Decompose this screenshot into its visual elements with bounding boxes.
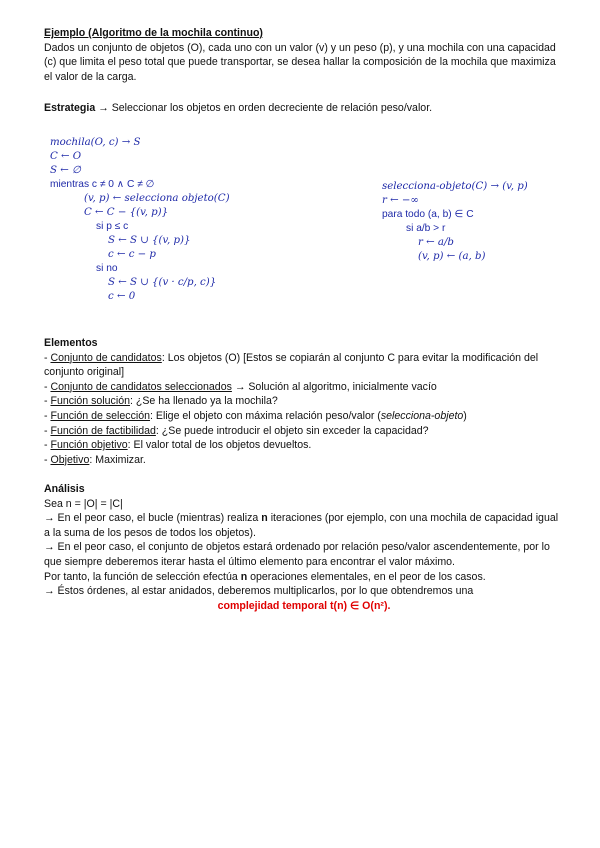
analysis-heading: Análisis	[44, 483, 85, 495]
element-item: - Función de factibilidad: ¿Se puede introducir el objeto sin exceder la capacidad?	[44, 424, 429, 437]
algo-line: S ← S ∪ {(v, p)}	[108, 235, 191, 246]
analysis-line: → En el peor caso, el conjunto de objetos estará ordenado por relación peso/valor ascendentemente, por lo que siempre deberemos iterar hasta el último elemento para encontrar el valor máximo.	[44, 541, 550, 568]
elements-heading: Elementos	[44, 337, 98, 349]
element-item: - Función de selección: Elige el objeto con máxima relación peso/valor (selecciona-objeto)	[44, 409, 467, 422]
element-item: - Función objetivo: El valor total de los objetos devueltos.	[44, 439, 312, 452]
algo-line: S ← S ∪ {(v · c/p, c)}	[108, 277, 217, 288]
intro-paragraph: Dados un conjunto de objetos (O), cada uno con un valor (v) y un peso (p), y una mochila con una capacidad (c) que limita el peso total que puede transportar, se desea hallar la composición de la mochila que maximiza el valor de la carga.	[44, 41, 556, 83]
algo-line: r ← −∞	[382, 195, 419, 206]
elements-section	[44, 336, 564, 467]
intro-section	[44, 26, 564, 84]
element-item: - Conjunto de candidatos: Los objetos (O) [Estos se copiarán al conjunto C para evitar la modificación del conjunto original]	[44, 351, 539, 379]
algorithm-selecciona-objeto	[382, 180, 528, 264]
algo-line: c ← 0	[108, 291, 136, 302]
algo-line: C ← C − {(v, p)}	[84, 207, 169, 218]
algo-line: (v, p) ← selecciona objeto(C)	[84, 193, 230, 204]
algo-line: r ← a/b	[418, 237, 454, 248]
strategy-label: Estrategia	[44, 102, 96, 114]
analysis-line: Sea n = |O| = |C|	[44, 497, 123, 510]
analysis-line: → Éstos órdenes, al estar anidados, deberemos multiplicarlos, por lo que obtendremos una	[44, 585, 474, 598]
analysis-line: Por tanto, la función de selección efectúa n operaciones elementales, en el peor de los casos.	[44, 570, 486, 583]
algo-line: para todo (a, b) ∈ C	[382, 209, 474, 220]
algo-line: c ← c − p	[108, 249, 156, 260]
element-item: - Conjunto de candidatos seleccionados → Solución al algoritmo, inicialmente vacío	[44, 380, 437, 393]
element-item: - Función solución: ¿Se ha llenado ya la mochila?	[44, 395, 278, 408]
algo-line: (v, p) ← (a, b)	[418, 251, 486, 262]
analysis-section	[44, 482, 564, 613]
algorithm-mochila	[50, 136, 230, 304]
algo-line: mochila(O, c) → S	[50, 137, 141, 148]
complexity-result: complejidad temporal t(n) ∈ O(n²).	[217, 599, 391, 612]
element-item: - Objetivo: Maximizar.	[44, 453, 146, 466]
strategy-line	[44, 101, 564, 116]
algo-line: mientras c ≠ 0 ∧ C ≠ ∅	[50, 179, 155, 190]
algo-line: si no	[96, 263, 118, 274]
strategy-text: → Seleccionar los objetos en orden decreciente de relación peso/valor.	[95, 102, 433, 114]
algo-line: si p ≤ c	[96, 221, 129, 232]
algo-line: selecciona-objeto(C) → (v, p)	[382, 181, 528, 192]
analysis-line: → En el peor caso, el bucle (mientras) realiza n iteraciones (por ejemplo, con una mochila de capacidad igual a la suma de los pesos de todos los objetos).	[44, 512, 559, 539]
algo-line: C ← O	[50, 151, 82, 162]
algo-line: si a/b > r	[406, 223, 446, 234]
page-title: Ejemplo (Algoritmo de la mochila continuo)	[44, 27, 263, 39]
algo-line: S ← ∅	[50, 165, 81, 176]
